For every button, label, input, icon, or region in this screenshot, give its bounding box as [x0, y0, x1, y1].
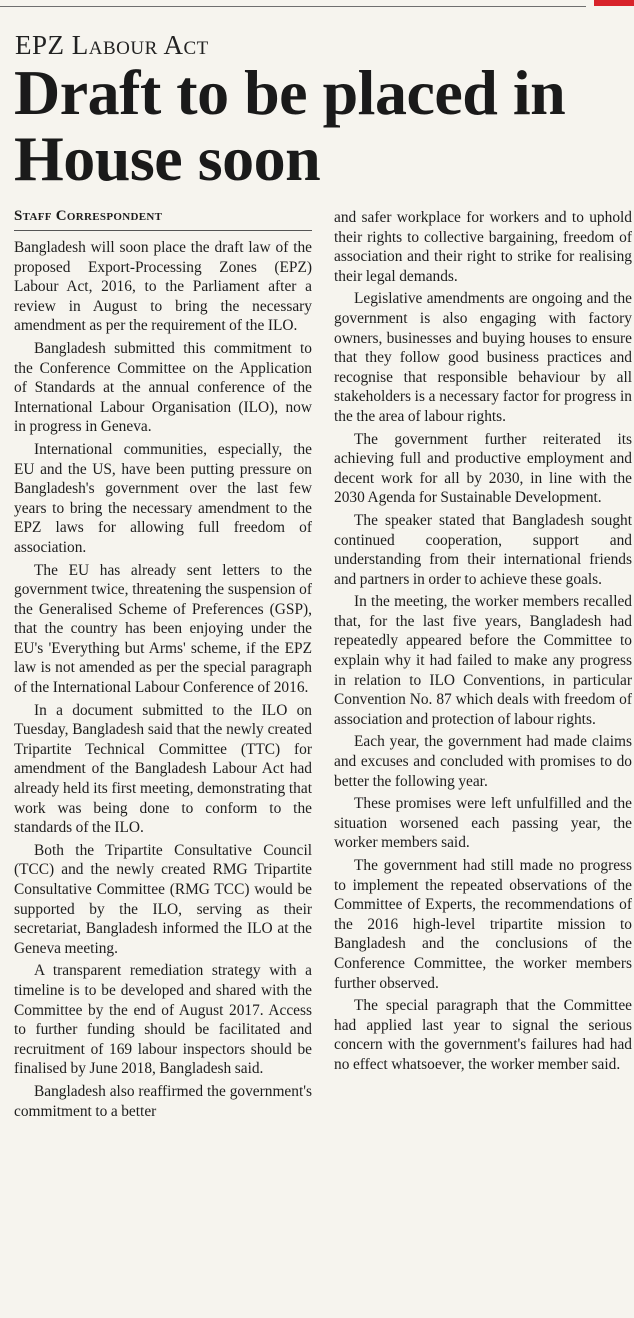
- paragraph: Both the Tripartite Consultative Council (TCC) and the newly created RMG Tripartite Consultative Committee (RMG TCC) would be supported by the ILO, serving as their secretariat, Bangladesh informed the ILO at the Geneva meeting.: [14, 841, 312, 957]
- section-tab-marker: [594, 0, 634, 6]
- byline: Staff Correspondent: [14, 208, 312, 231]
- column-right: [334, 208, 632, 1078]
- paragraph: These promises were left unfulfilled and the situation worsened each passing year, the worker members said.: [334, 795, 632, 852]
- paragraph: The EU has already sent letters to the government twice, threatening the suspension of the Generalised Scheme of Preferences (GSP), that the country has been enjoying under the EU's 'Everything but Arms' scheme, if the EPZ law is not amended as per the special paragraph of the International Labour Conference of 2016.: [14, 561, 312, 697]
- paragraph: The government further reiterated its achieving full and productive employment and decent work for all by 2030, in line with the 2030 Agenda for Sustainable Development.: [334, 430, 632, 507]
- paragraph: Bangladesh will soon place the draft law of the proposed Export-Processing Zones (EPZ) Labour Act, 2016, to the Parliament after a review in August to bring the necessary amendment as per the requirement of the ILO.: [14, 239, 312, 335]
- paragraph: A transparent remediation strategy with a timeline is to be developed and shared with the Committee by the end of August 2017. Access to further funding should be facilitated and recruitment of 169 labour inspectors should be finalised by June 2018, Bangladesh said.: [14, 962, 312, 1078]
- paragraph: Bangladesh also reaffirmed the government's commitment to a better: [14, 1082, 312, 1120]
- top-rule: [0, 6, 586, 7]
- paragraph: Each year, the government had made claims and excuses and concluded with promises to do better the following year.: [334, 733, 632, 790]
- paragraph: International communities, especially, the EU and the US, have been putting pressure on Bangladesh's government over the last few years to bring the necessary amendment to the EPZ laws for allowing full freedom of association.: [14, 440, 312, 556]
- headline: Draft to be placed in House soon: [14, 57, 566, 194]
- paragraph: and safer workplace for workers and to uphold their rights to collective bargaining, freedom of association and their right to strike for realising their legal demands.: [334, 209, 632, 285]
- paragraph: In the meeting, the worker members recalled that, for the last five years, Bangladesh had repeatedly appeared before the Committee to explain why it had failed to make any progress in relation to ILO Conventions, in particular Convention No. 87 which deals with freedom of association and protection of labour rights.: [334, 593, 632, 728]
- paragraph: In a document submitted to the ILO on Tuesday, Bangladesh said that the newly created Tripartite Technical Committee (TTC) for amendment of the Bangladesh Labour Act had already held its first meeting, demonstrating that work was being done to conform to the standards of the ILO.: [14, 701, 312, 837]
- paragraph: Bangladesh submitted this commitment to the Conference Committee on the Application of Standards at the annual conference of the International Labour Organisation (ILO), now in progress in Geneva.: [14, 339, 312, 436]
- column-left: [14, 208, 312, 1124]
- kicker: EPZ Labour Act: [15, 30, 209, 60]
- paragraph: Legislative amendments are ongoing and the government is also engaging with factory owners, businesses and buying houses to ensure that they follow good business practices and recognise that responsible behaviour by all stakeholders is a necessary factor for progress in the the area of labour rights.: [334, 290, 632, 425]
- paragraph: The special paragraph that the Committee had applied last year to signal the serious concern with the government's failures had had no effect whatsoever, the worker member said.: [334, 997, 632, 1073]
- paragraph: The speaker stated that Bangladesh sought continued cooperation, support and understanding from their international friends and partners in order to achieve these goals.: [334, 511, 632, 588]
- paragraph: The government had still made no progress to implement the repeated observations of the Committee of Experts, the recommendations of the 2016 high-level tripartite mission to Bangladesh and the conclusions of the Conference Committee, the worker members further observed.: [334, 857, 632, 992]
